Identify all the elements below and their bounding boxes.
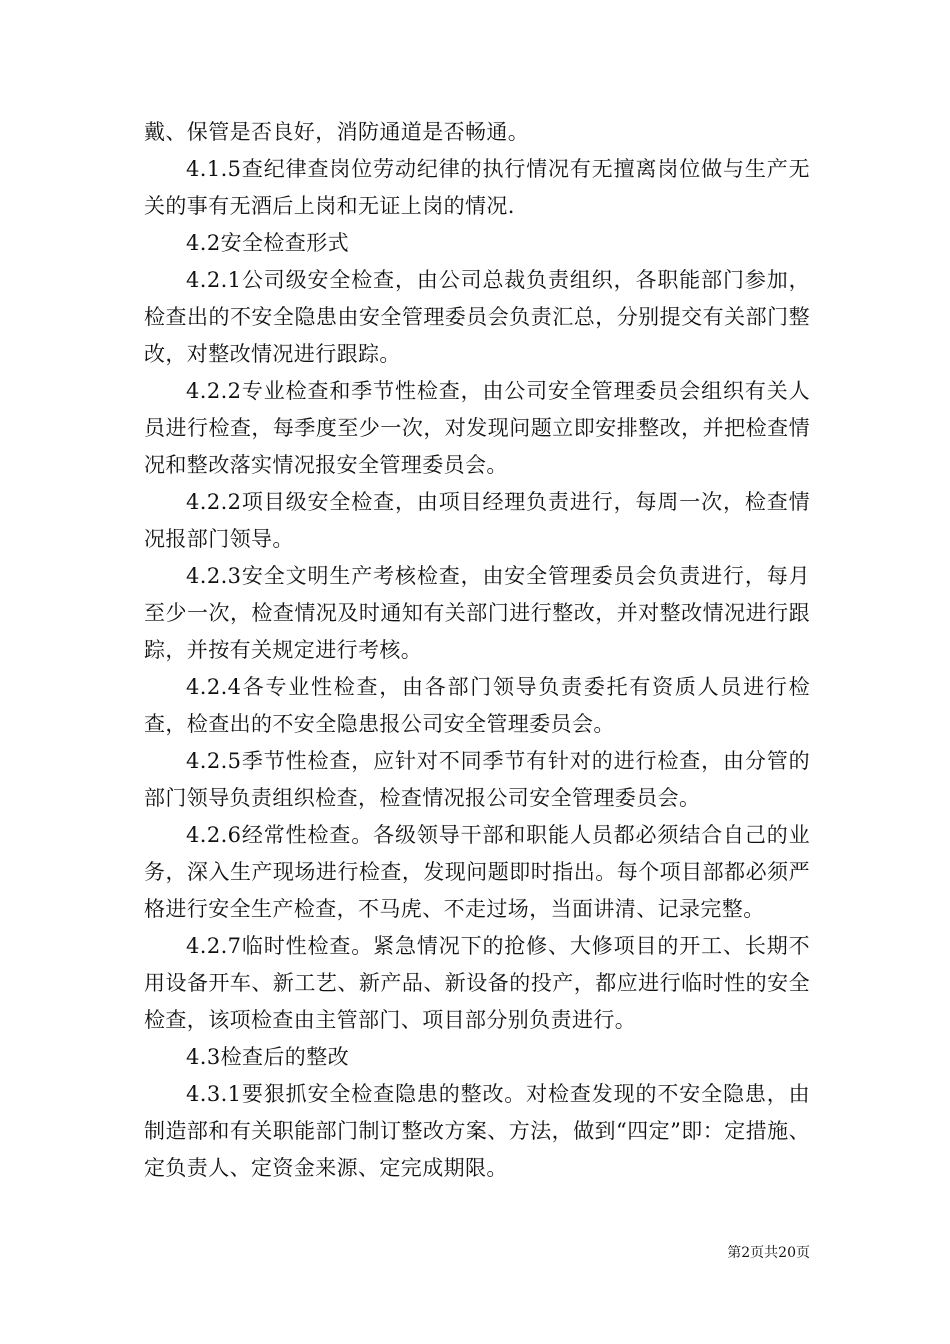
heading-4-2: 4.2安全检查形式 [186,231,349,255]
paragraph-4-2-5: 4.2.5季节性检查，应针对不同季节有针对的进行检查，由分管的部门领导负责组织检查，检查情况报公司安全管理委员会。 [144,749,810,810]
paragraph-4-2-3: 4.2.3安全文明生产考核检查，由安全管理委员会负责进行，每月至少一次，检查情况及时通知有关部门进行整改，并对整改情况进行跟踪，并按有关规定进行考核。 [144,564,810,662]
paragraph-continuation: 戴、保管是否良好，消防通道是否畅通。 [144,120,530,144]
paragraph-4-2-2-b: 4.2.2项目级安全检查，由项目经理负责进行，每周一次，检查情况报部门领导。 [144,490,810,551]
heading-4-3: 4.3检查后的整改 [186,1045,349,1069]
page-number-footer: 第2页共20页 [727,1245,810,1261]
paragraph-4-2-1: 4.2.1公司级安全检查，由公司总裁负责组织，各职能部门参加，检查出的不安全隐患由安全管理委员会负责汇总，分别提交有关部门整改，对整改情况进行跟踪。 [144,268,810,366]
paragraph-4-2-6: 4.2.6经常性检查。各级领导干部和职能人员都必须结合自己的业务，深入生产现场进行检查，发现问题即时指出。每个项目部都必须严格进行安全生产检查，不马虎、不走过场，当面讲清、记录完整。 [144,823,810,921]
paragraph-4-1-5: 4.1.5查纪律查岗位劳动纪律的执行情况有无擅离岗位做与生产无关的事有无酒后上岗和无证上岗的情况. [144,157,810,218]
document-body [144,114,810,1187]
paragraph-4-3-1: 4.3.1要狠抓安全检查隐患的整改。对检查发现的不安全隐患，由制造部和有关职能部门制订整改方案、方法，做到“四定”即：定措施、定负责人、定资金来源、定完成期限。 [144,1082,810,1180]
paragraph-4-2-7: 4.2.7临时性检查。紧急情况下的抢修、大修项目的开工、长期不用设备开车、新工艺、新产品、新设备的投产，都应进行临时性的安全检查，该项检查由主管部门、项目部分别负责进行。 [144,934,810,1032]
paragraph-4-2-2-a: 4.2.2专业检查和季节性检查，由公司安全管理委员会组织有关人员进行检查，每季度至少一次，对发现问题立即安排整改，并把检查情况和整改落实情况报安全管理委员会。 [144,379,810,477]
paragraph-4-2-4: 4.2.4各专业性检查，由各部门领导负责委托有资质人员进行检查，检查出的不安全隐患报公司安全管理委员会。 [144,675,810,736]
